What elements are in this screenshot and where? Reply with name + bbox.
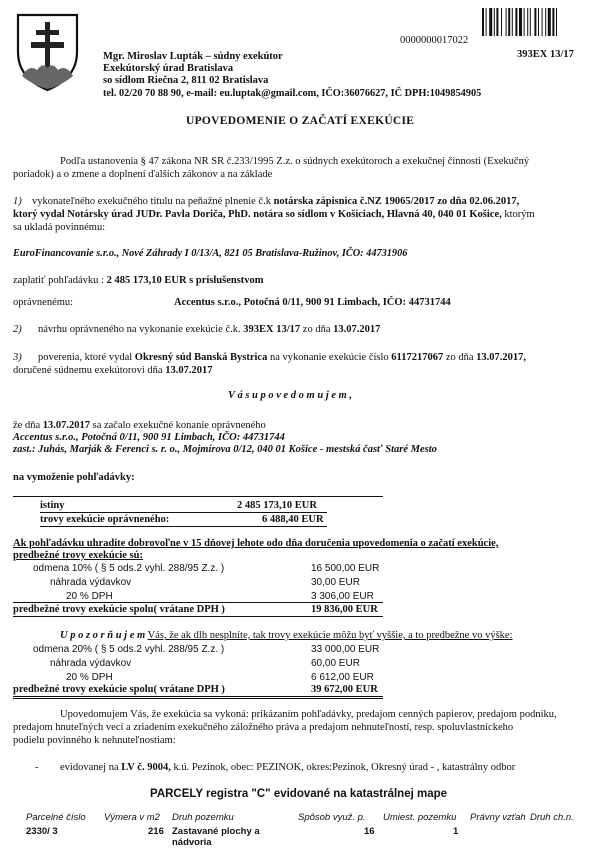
warning-row-1-value: 60,00 EUR	[311, 658, 360, 669]
claim-top-rule	[13, 496, 383, 497]
voluntary-subheading: predbežné trovy exekúcie sú:	[13, 550, 143, 561]
claim-costs-value: 6 488,40 EUR	[262, 514, 324, 525]
intro-line-1: Podľa ustanovenia § 47 zákona NR SR č.233/1995 Z.z. o súdnych exekútoroch a exekučnej činnosti (Exekučný	[60, 156, 530, 167]
start-rep-label: zast.:	[13, 444, 36, 455]
claim-principal-label: istiny	[40, 500, 65, 511]
start-creditor: Accentus s.r.o., Potočná 0/11, 900 91 Limbach, IČO: 44731744	[13, 432, 285, 443]
item2-label: návrhu oprávneného na vykonanie exekúcie č.k.	[38, 324, 241, 335]
parcels-header-2: Druh pozemku	[172, 812, 234, 823]
warning-total-label: predbežné trovy exekúcie spolu( vrátane DPH )	[13, 684, 225, 695]
item2-case: 393EX 13/17	[243, 324, 301, 335]
voluntary-row-0-label: odmena 10% ( § 5 ods.2 vyhl. 288/95 Z.z. )	[33, 563, 225, 574]
parcel-kind-line-1: Zastavané plochy a	[172, 826, 260, 837]
warning-row-2-label: 20 % DPH	[66, 672, 113, 683]
start-label: že dňa	[13, 420, 41, 431]
item2-date: 13.07.2017	[333, 324, 381, 335]
item3-label: poverenia, ktoré vydal	[38, 352, 133, 363]
creditor-value: Accentus s.r.o., Potočná 0/11, 900 91 Limbach, IČO: 44731744	[174, 297, 451, 308]
claim-bottom-rule	[40, 526, 327, 527]
page-title: UPOVEDOMENIE O ZAČATÍ EXEKÚCIE	[186, 115, 415, 127]
parcel-location: 1	[453, 826, 459, 837]
parcel-kind-line-2: nádvoria	[172, 837, 212, 848]
warning-row-2-value: 6 612,00 EUR	[311, 672, 374, 683]
warning-row-0-value: 33 000,00 EUR	[311, 644, 380, 655]
slovak-coat-of-arms-icon	[15, 12, 80, 92]
item1-issuer: ktorý vydal Notársky úrad JUDr. Pavla Doriča, PhD. notára so sídlom v Košiciach, Hlavná 40, 040 01 Košice,	[13, 209, 502, 220]
lv-location: k.ú. Pezinok, obec: PEZINOK, okres:Pezinok, Okresný úrad - , katastrálny odbor	[173, 762, 516, 773]
item3-text	[38, 352, 526, 363]
item1-title-label: vykonateľného exekučného titulu na peňažné plnenie č.k	[32, 196, 271, 207]
parcel-use: 16	[364, 826, 375, 837]
item3-delivered-label: doručené súdnemu exekútorovi dňa	[13, 365, 163, 376]
item2-text	[38, 324, 380, 335]
voluntary-total-label: predbežné trovy exekúcie spolu( vrátane DPH )	[13, 604, 225, 615]
case-number: 393EX 13/17	[517, 49, 574, 60]
warning-bottom-rule	[13, 696, 383, 699]
start-rep-value: Juhás, Marják & Ferenci s. r. o., Mojmírova 0/12, 040 01 Košice - mestská časť Staré Mesto	[38, 444, 437, 455]
claim-mid-rule	[40, 512, 327, 513]
item1-number: 1)	[13, 196, 22, 207]
lv-label: evidovanej na	[60, 762, 119, 773]
parcels-header-0: Parcelné číslo	[26, 812, 86, 823]
item3-number-label: na vykonanie exekúcie číslo	[269, 352, 389, 363]
warning-row-0-label: odmena 20% ( § 5 ods.2 vyhl. 288/95 Z.z. )	[33, 644, 225, 655]
item2-date-label: zo dňa	[302, 324, 331, 335]
parcel-number: 2330/ 3	[26, 826, 58, 837]
voluntary-total-rule	[13, 602, 383, 603]
instruct-line-1: Upovedomujem Vás, že exekúcia sa vykoná: prikázaním pohľadávky, predajom cenných papierov, predajom podniku,	[60, 709, 557, 720]
parcels-header-4: Umiest. pozemku	[383, 812, 457, 823]
item1-issuer-tail: ktorým	[504, 209, 535, 220]
executor-office: Exekútorský úrad Bratislava	[103, 63, 234, 74]
debtor: EuroFinancovanie s.r.o., Nové Záhrady I 0/13/A, 821 05 Bratislava-Ružinov, IČO: 44731906	[13, 248, 408, 259]
notify-heading: V á s u p o v e d o m u j e m ,	[228, 390, 353, 401]
item2-number: 2)	[13, 324, 22, 335]
claim-costs-label: trovy exekúcie oprávneného:	[40, 514, 170, 525]
warning-heading	[60, 630, 513, 641]
creditor-label: oprávnenému:	[13, 297, 74, 308]
item1-line-3: sa ukladá povinnému:	[13, 222, 106, 233]
instruct-line-3: podielu povinného k nehnuteľnostiam:	[13, 735, 176, 746]
warning-row-1-label: náhrada výdavkov	[50, 658, 132, 669]
voluntary-row-2-label: 20 % DPH	[66, 591, 113, 602]
voluntary-bottom-rule	[13, 616, 383, 617]
item3-delivered-date: 13.07.2017	[165, 365, 213, 376]
executor-contact: tel. 02/20 70 88 90, e-mail: eu.luptak@gmail.com, IČO:36076627, IČ DPH:1049854905	[103, 88, 482, 99]
start-line	[13, 420, 266, 431]
pay-label: zaplatiť pohľadávku :	[13, 275, 104, 286]
lv-line	[60, 762, 515, 773]
parcels-header-1: Výmera v m2	[104, 812, 160, 823]
warning-heading-label: U p o z o r ň u j e m	[60, 630, 146, 641]
barcode-icon	[482, 8, 585, 36]
item3-date: 13.07.2017,	[476, 352, 527, 363]
start-representative	[13, 444, 437, 455]
voluntary-heading: Ak pohľadávku uhradíte dobrovoľne v 15 dňovej lehote odo dňa doručenia upovedomenia o začatí exekúcie,	[13, 538, 499, 549]
warning-total-value: 39 672,00 EUR	[311, 684, 378, 695]
item3-line-2	[13, 365, 212, 376]
item3-court-number: 6117217067	[391, 352, 444, 363]
item3-number: 3)	[13, 352, 22, 363]
parcels-header-5: Právny vzťah	[470, 812, 526, 823]
item3-court: Okresný súd Banská Bystrica	[134, 352, 268, 363]
intro-line-2: poriadok) a o zmene a doplnení ďalších zákonov a na základe	[13, 169, 273, 180]
pay-value: 2 485 173,10 EUR s príslušenstvom	[106, 275, 264, 286]
item1-line-2	[13, 209, 535, 220]
voluntary-row-1-label: náhrada výdavkov	[50, 577, 132, 588]
warning-heading-text: Vás, že ak dlh nesplníte, tak trovy exekúcie môžu byť vyššie, a to predbežne vo výške:	[147, 630, 513, 641]
voluntary-total-value: 19 836,00 EUR	[311, 604, 378, 615]
item3-date-label: zo dňa	[445, 352, 474, 363]
lv-dash: -	[35, 762, 39, 773]
parcels-title: PARCELY registra "C" evidované na katastrálnej mape	[150, 788, 448, 800]
start-text: sa začalo exekučné konanie oprávneného	[92, 420, 266, 431]
voluntary-row-0-value: 16 500,00 EUR	[311, 563, 380, 574]
voluntary-row-2-value: 3 306,00 EUR	[311, 591, 374, 602]
pay-line	[13, 275, 264, 286]
parcel-area: 216	[148, 826, 164, 837]
parcels-header-6: Druh ch.n.	[530, 812, 574, 823]
parcels-header-3: Spôsob využ. p.	[298, 812, 366, 823]
claim-principal-value: 2 485 173,10 EUR	[237, 500, 317, 511]
document-number: 0000000017022	[400, 35, 469, 46]
start-date: 13.07.2017	[42, 420, 90, 431]
lv-number: LV č. 9004,	[121, 762, 171, 773]
executor-name: Mgr. Miroslav Lupták – súdny exekútor	[103, 51, 283, 62]
executor-address: so sídlom Riečna 2, 811 02 Bratislava	[103, 75, 269, 86]
voluntary-row-1-value: 30,00 EUR	[311, 577, 360, 588]
claim-title: na vymoženie pohľadávky:	[13, 472, 135, 483]
item1-text	[32, 196, 519, 207]
instruct-line-2: predajom hnuteľných vecí a zriadením exekučného záložného práva a predajom nehnuteľností, resp. spoluvlastníckeho	[13, 722, 514, 733]
item1-title-value: notárska zápisnica č.NZ 19065/2017 zo dňa 02.06.2017,	[273, 196, 520, 207]
